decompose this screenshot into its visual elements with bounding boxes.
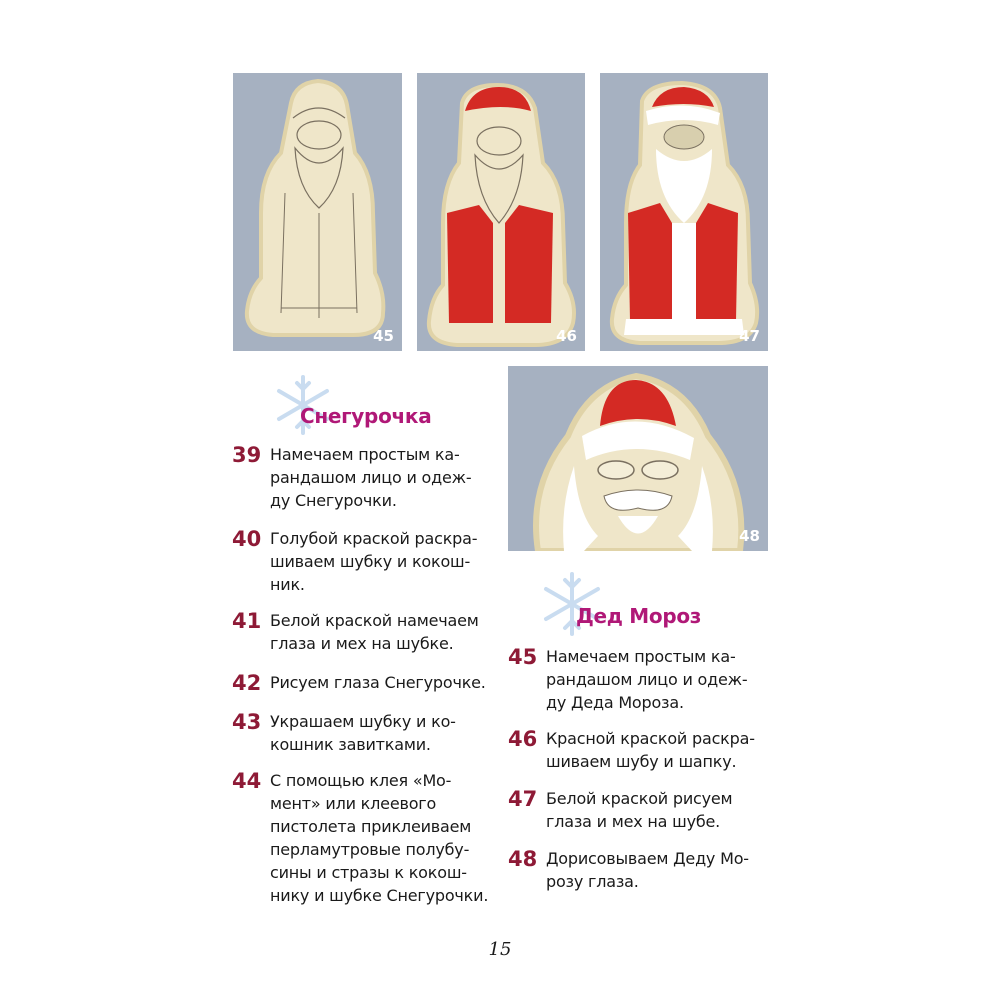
photo-step-47 (600, 73, 768, 351)
step-text: Рисуем глаза Снегурочке. (270, 673, 486, 692)
step-number: 40 (232, 527, 262, 551)
ded-moroz-face-closeup-image (508, 366, 768, 551)
ded-moroz-white-fur-image (600, 73, 768, 351)
step-number: 41 (232, 609, 262, 633)
section-title-snegurochka: Снегурочка (300, 404, 432, 428)
step-47 (508, 787, 732, 833)
step-text: Белой краской рисуем глаза и мех на шубе. (546, 789, 733, 831)
page-number: 15 (488, 939, 512, 960)
photo-number: 45 (373, 327, 394, 345)
step-39 (232, 443, 471, 512)
step-text: Белой краской намечаем глаза и мех на шубке. (270, 611, 479, 653)
ded-moroz-red-paint-image (417, 73, 585, 351)
step-number: 44 (232, 769, 262, 793)
step-number: 42 (232, 671, 262, 695)
step-number: 48 (508, 847, 538, 871)
step-number: 47 (508, 787, 538, 811)
photo-step-46 (417, 73, 585, 351)
step-42 (232, 671, 486, 695)
photo-number: 46 (556, 327, 577, 345)
step-text: Дорисовываем Деду Мо- розу глаза. (546, 849, 749, 891)
step-43 (232, 710, 456, 756)
step-number: 45 (508, 645, 538, 669)
step-text: Красной краской раскра- шиваем шубу и шапку. (546, 729, 755, 771)
step-text: Намечаем простым ка- рандашом лицо и одеж- ду Снегурочки. (270, 445, 472, 510)
step-text: Украшаем шубку и ко- кошник завитками. (270, 712, 456, 754)
step-40 (232, 527, 477, 596)
photo-step-45 (233, 73, 402, 351)
step-48 (508, 847, 749, 893)
step-text: Намечаем простым ка- рандашом лицо и одеж- ду Деда Мороза. (546, 647, 748, 712)
photo-number: 48 (739, 527, 760, 545)
step-number: 43 (232, 710, 262, 734)
step-text: Голубой краской раскра- шиваем шубку и кокош- ник. (270, 529, 478, 594)
step-45 (508, 645, 747, 714)
step-41 (232, 609, 479, 655)
step-number: 46 (508, 727, 538, 751)
photo-number: 47 (739, 327, 760, 345)
photo-step-48 (508, 366, 768, 551)
step-number: 39 (232, 443, 262, 467)
step-44 (232, 769, 488, 907)
step-text: С помощью клея «Мо- мент» или клеевого пистолета приклеиваем перламутровые полубу- сины и стразы к кокош- нику и шубке Снегурочки. (270, 771, 489, 905)
section-title-ded-moroz: Дед Мороз (576, 604, 702, 628)
ded-moroz-sketch-image (233, 73, 402, 351)
step-46 (508, 727, 755, 773)
